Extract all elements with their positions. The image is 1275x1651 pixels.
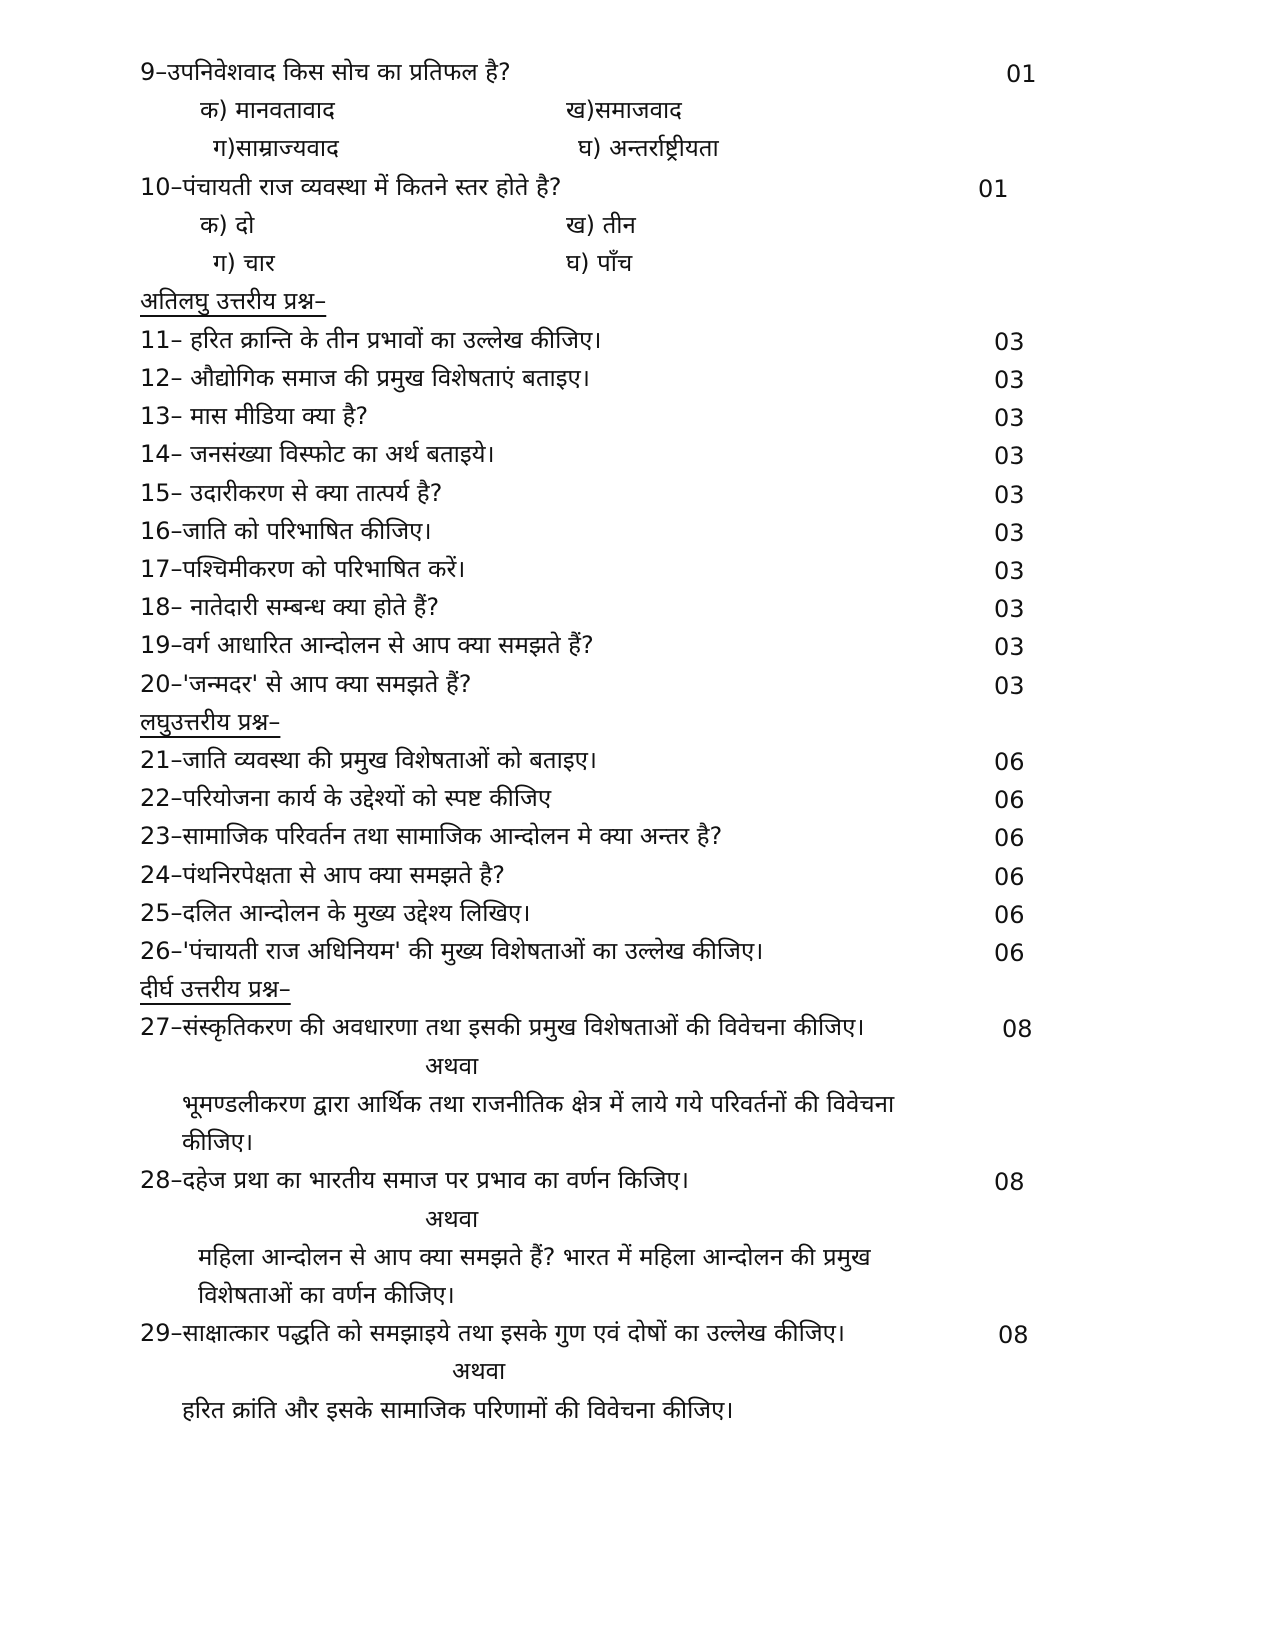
question-19: 19–वर्ग आधारित आन्दोलन से आप क्या समझते हैं? (140, 631, 594, 659)
marks-19: 03 (994, 633, 1025, 661)
marks-28: 08 (994, 1168, 1025, 1196)
question-29: 29–साक्षात्कार पद्धति को समझाइये तथा इसके गुण एवं दोषों का उल्लेख कीजिए। (140, 1319, 846, 1347)
option-b-10: ख) तीन (566, 211, 636, 239)
option-d-10: घ) पाँच (566, 249, 633, 277)
marks-21: 06 (994, 748, 1025, 776)
marks-11: 03 (994, 328, 1025, 356)
question-22: 22–परियोजना कार्य के उद्देश्यों को स्पष्ट कीजिए (140, 784, 552, 812)
alternative-29-line1: हरित क्रांति और इसके सामाजिक परिणामों की विवेचना कीजिए। (182, 1396, 734, 1424)
marks-22: 06 (994, 786, 1025, 814)
marks-15: 03 (994, 481, 1025, 509)
marks-20: 03 (994, 672, 1025, 700)
option-c-10: ग) चार (213, 249, 275, 277)
marks-23: 06 (994, 824, 1025, 852)
marks-24: 06 (994, 863, 1025, 891)
marks-9: 01 (1006, 60, 1037, 88)
marks-17: 03 (994, 557, 1025, 585)
option-b-9: ख)समाजवाद (566, 96, 682, 124)
option-a-10: क) दो (200, 211, 255, 239)
alternative-27-line2: कीजिए। (182, 1128, 254, 1156)
question-10: 10–पंचायती राज व्यवस्था में कितने स्तर होते है? (140, 173, 562, 201)
question-26: 26–'पंचायती राज अधिनियम' की मुख्य विशेषताओं का उल्लेख कीजिए। (140, 937, 764, 965)
question-11: 11– हरित क्रान्ति के तीन प्रभावों का उल्लेख कीजिए। (140, 326, 602, 354)
marks-16: 03 (994, 519, 1025, 547)
option-a-9: क) मानवतावाद (200, 96, 335, 124)
question-28: 28–दहेज प्रथा का भारतीय समाज पर प्रभाव का वर्णन किजिए। (140, 1166, 689, 1194)
marks-13: 03 (994, 404, 1025, 432)
alternative-28-line1: महिला आन्दोलन से आप क्या समझते हैं? भारत में महिला आन्दोलन की प्रमुख (198, 1243, 871, 1271)
marks-29: 08 (998, 1321, 1029, 1349)
question-9: 9–उपनिवेशवाद किस सोच का प्रतिफल है? (140, 58, 511, 86)
section-heading-vsa: अतिलघु उत्तरीय प्रश्न– (140, 287, 327, 315)
marks-14: 03 (994, 442, 1025, 470)
question-17: 17–पश्चिमीकरण को परिभाषित करें। (140, 555, 466, 583)
marks-10: 01 (978, 175, 1009, 203)
or-label-27: अथवा (425, 1052, 479, 1080)
alternative-27-line1: भूमण्डलीकरण द्वारा आर्थिक तथा राजनीतिक क्षेत्र में लाये गये परिवर्तनों की विवेचना (182, 1090, 895, 1118)
question-27: 27–संस्कृतिकरण की अवधारणा तथा इसकी प्रमुख विशेषताओं की विवेचना कीजिए। (140, 1013, 865, 1041)
section-heading-la: दीर्घ उत्तरीय प्रश्न– (140, 975, 291, 1003)
question-21: 21–जाति व्यवस्था की प्रमुख विशेषताओं को बताइए। (140, 746, 597, 774)
section-heading-sa: लघुउत्तरीय प्रश्न– (140, 708, 281, 736)
marks-18: 03 (994, 595, 1025, 623)
marks-12: 03 (994, 366, 1025, 394)
question-24: 24–पंथनिरपेक्षता से आप क्या समझते है? (140, 861, 505, 889)
alternative-28-line2: विशेषताओं का वर्णन कीजिए। (198, 1281, 455, 1309)
option-d-9: घ) अन्तर्राष्ट्रीयता (578, 134, 719, 162)
question-14: 14– जनसंख्या विस्फोट का अर्थ बताइये। (140, 440, 495, 468)
marks-26: 06 (994, 939, 1025, 967)
question-20: 20–'जन्मदर' से आप क्या समझते हैं? (140, 670, 472, 698)
or-label-29: अथवा (452, 1357, 506, 1385)
marks-25: 06 (994, 901, 1025, 929)
question-16: 16–जाति को परिभाषित कीजिए। (140, 517, 432, 545)
question-25: 25–दलित आन्दोलन के मुख्य उद्देश्य लिखिए। (140, 899, 531, 927)
question-12: 12– औद्योगिक समाज की प्रमुख विशेषताएं बताइए। (140, 364, 590, 392)
or-label-28: अथवा (425, 1205, 479, 1233)
question-15: 15– उदारीकरण से क्या तात्पर्य है? (140, 479, 443, 507)
question-23: 23–सामाजिक परिवर्तन तथा सामाजिक आन्दोलन मे क्या अन्तर है? (140, 822, 723, 850)
question-13: 13– मास मीडिया क्या है? (140, 402, 369, 430)
option-c-9: ग)साम्राज्यवाद (213, 134, 339, 162)
marks-27: 08 (1002, 1015, 1033, 1043)
question-18: 18– नातेदारी सम्बन्ध क्या होते हैं? (140, 593, 440, 621)
